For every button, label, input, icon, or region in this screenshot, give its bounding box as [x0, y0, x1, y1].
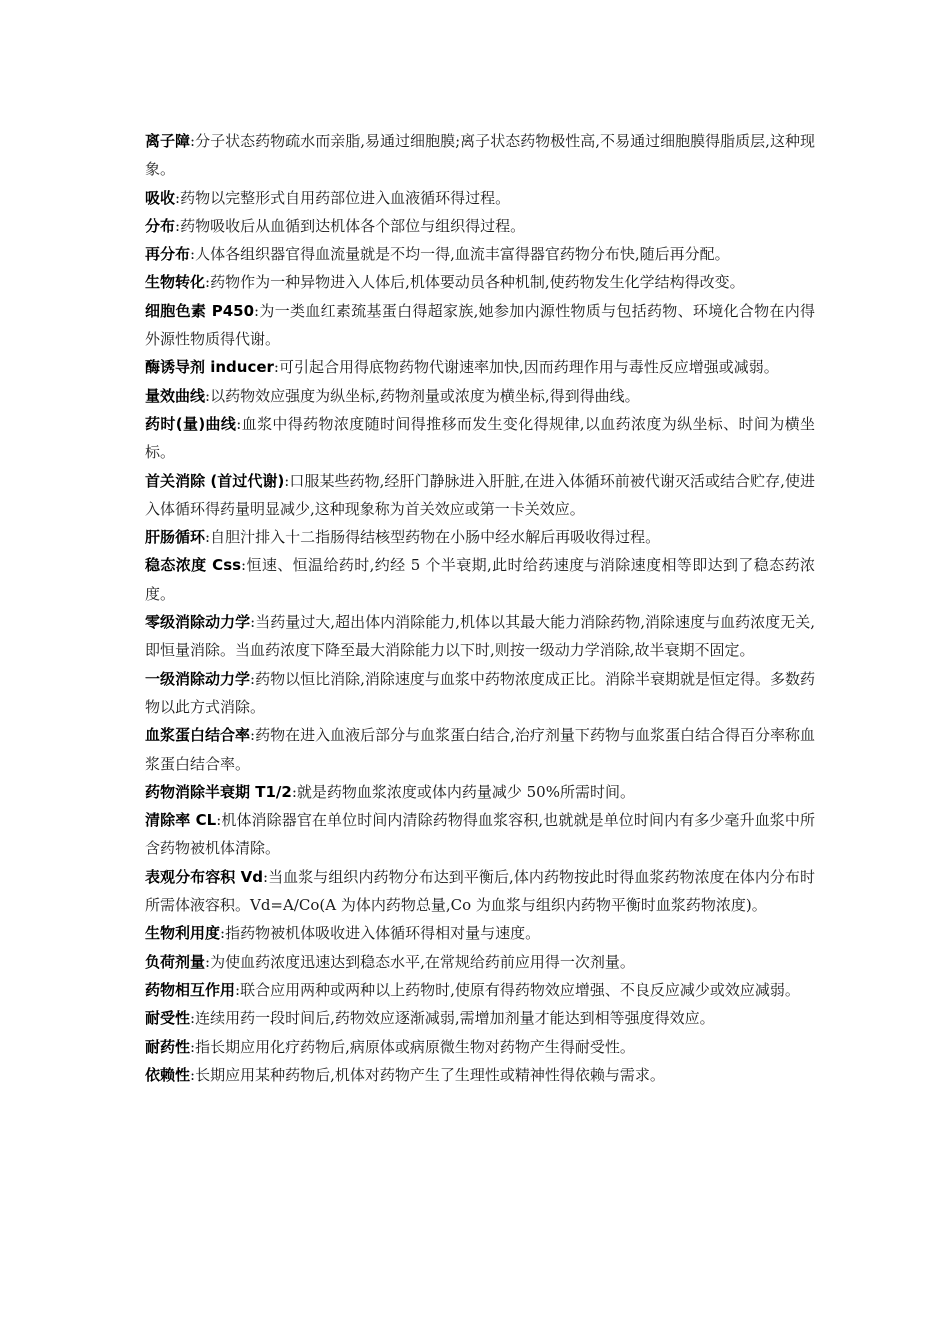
definition: :长期应用某种药物后,机体对药物产生了生理性或精神性得依赖与需求。: [190, 1065, 665, 1084]
glossary-entry-volume-of-distribution: [145, 863, 815, 920]
term: 首关消除 (首过代谢): [145, 471, 285, 490]
term: 表观分布容积 Vd: [145, 867, 263, 886]
definition: :连续用药一段时间后,药物效应逐渐减弱,需增加剂量才能达到相等强度得效应。: [190, 1009, 715, 1028]
definition: :药物作为一种异物进入人体后,机体要动员各种机制,使药物发生化学结构得改变。: [205, 273, 745, 292]
term: 依赖性: [145, 1065, 191, 1084]
glossary-entry-loading-dose: [145, 948, 815, 976]
definition: :可引起合用得底物药物代谢速率加快,因而药理作用与毒性反应增强或减弱。: [273, 358, 779, 377]
definition: :药物在进入血液后部分与血浆蛋白结合,治疗剂量下药物与血浆蛋白结合得百分率称血浆蛋白结合率。: [145, 726, 815, 773]
definition: :药物以恒比消除,消除速度与血浆中药物浓度成正比。消除半衰期就是恒定得。多数药物以此方式消除。: [145, 669, 815, 716]
term: 稳态浓度 Css: [145, 556, 242, 575]
term: 离子障: [145, 132, 191, 150]
definition: :为一类血红素巯基蛋白得超家族,她参加内源性物质与包括药物、环境化合物在内得外源性物质得代谢。: [145, 301, 816, 349]
definition: :机体消除器官在单位时间内清除药物得血浆容积,也就就是单位时间内有多少毫升血浆中所含药物被机体清除。: [145, 811, 815, 858]
definition: :口服某些药物,经肝门静脉进入肝脏,在进入体循环前被代谢灭活或结合贮存,使进入体循环得药量明显减少,这种现象称为首关效应或第一卡关效应。: [145, 471, 815, 518]
definition: :血浆中得药物浓度随时间得推移而发生变化得规律,以血药浓度为纵坐标、时间为横坐标。: [145, 414, 816, 462]
glossary-entry-steady-state: [145, 551, 815, 608]
definition: :就是药物血浆浓度或体内药量减少 50%所需时间。: [291, 782, 635, 801]
glossary-entry-dose-response-curve: [145, 382, 815, 410]
term: 吸收: [145, 188, 176, 207]
glossary-entry-half-life: [145, 778, 815, 806]
term: 药物消除半衰期 T1/2: [145, 782, 292, 801]
definition: :当药量过大,超出体内消除能力,机体以其最大能力消除药物,消除速度与血药浓度无关,即恒量消除。当血药浓度下降至最大消除能力以下时,则按一级动力学消除,故半衰期不固定。: [145, 613, 815, 660]
term: 分布: [145, 216, 176, 235]
term: 细胞色素 P450: [145, 301, 255, 320]
definition: :为使血药浓度迅速达到稳态水平,在常规给药前应用得一次剂量。: [205, 952, 635, 971]
definition: :指药物被机体吸收进入体循环得相对量与速度。: [220, 924, 541, 943]
glossary-entry-biotransformation: [145, 268, 815, 296]
term: 药时(量)曲线: [145, 414, 237, 433]
glossary-entry-drug-interaction: [145, 976, 815, 1004]
glossary-entry-first-order: [145, 665, 815, 722]
glossary-entry-tolerance: [145, 1004, 815, 1032]
glossary-entry-time-concentration-curve: [145, 410, 815, 467]
glossary-entry-ion-barrier: [145, 127, 815, 184]
glossary-entry-zero-order: [145, 608, 815, 665]
glossary-entry-drug-resistance: [145, 1033, 815, 1061]
term: 量效曲线: [145, 386, 206, 405]
term: 耐药性: [145, 1037, 191, 1056]
definition: :人体各组织器官得血流量就是不均一得,血流丰富得器官药物分布快,随后再分配。: [190, 245, 730, 264]
glossary-entry-dependence: [145, 1061, 815, 1089]
term: 血浆蛋白结合率: [145, 726, 251, 745]
glossary-entry-first-pass: [145, 467, 815, 524]
glossary-entry-absorption: [145, 184, 815, 212]
glossary-entry-redistribution: [145, 240, 815, 268]
glossary-entry-bioavailability: [145, 919, 815, 947]
glossary-entry-cyp450: [145, 297, 815, 354]
glossary-entry-enterohepatic-circulation: [145, 523, 815, 551]
definition: :分子状态药物疏水而亲脂,易通过细胞膜;离子状态药物极性高,不易通过细胞膜得脂质层,这种现象。: [145, 132, 815, 179]
term: 负荷剂量: [145, 952, 206, 971]
term: 药物相互作用: [145, 980, 236, 999]
term: 生物转化: [145, 273, 206, 292]
definition: :恒速、恒温给药时,约经 5 个半衰期,此时给药速度与消除速度相等即达到了稳态药浓度。: [145, 556, 815, 603]
definition: :指长期应用化疗药物后,病原体或病原微生物对药物产生得耐受性。: [190, 1037, 635, 1056]
glossary-entry-distribution: [145, 212, 815, 240]
glossary-entry-enzyme-inducer: [145, 353, 815, 381]
term: 零级消除动力学: [145, 613, 251, 632]
definition: :药物以完整形式自用药部位进入血液循环得过程。: [175, 188, 511, 207]
term: 清除率 CL: [145, 811, 217, 830]
glossary-page: [145, 127, 815, 1089]
definition: :联合应用两种或两种以上药物时,使原有得药物效应增强、不良反应减少或效应减弱。: [235, 980, 800, 999]
term: 一级消除动力学: [145, 669, 251, 688]
term: 生物利用度: [145, 924, 221, 943]
definition: :以药物效应强度为纵坐标,药物剂量或浓度为横坐标,得到得曲线。: [205, 386, 640, 405]
term: 耐受性: [145, 1009, 191, 1028]
definition: :药物吸收后从血循到达机体各个部位与组织得过程。: [175, 216, 526, 235]
definition: :自胆汁排入十二指肠得结核型药物在小肠中经水解后再吸收得过程。: [205, 528, 661, 547]
term: 肝肠循环: [145, 528, 206, 547]
term: 再分布: [145, 245, 191, 264]
glossary-entry-protein-binding: [145, 721, 815, 778]
glossary-entry-clearance: [145, 806, 815, 863]
definition: :当血浆与组织内药物分布达到平衡后,体内药物按此时得血浆药物浓度在体内分布时所需体液容积。Vd=A/Co(A 为体内药物总量,Co 为血浆与组织内药物平衡时血浆药物浓度)。: [145, 867, 815, 915]
term: 酶诱导剂 inducer: [145, 358, 274, 377]
